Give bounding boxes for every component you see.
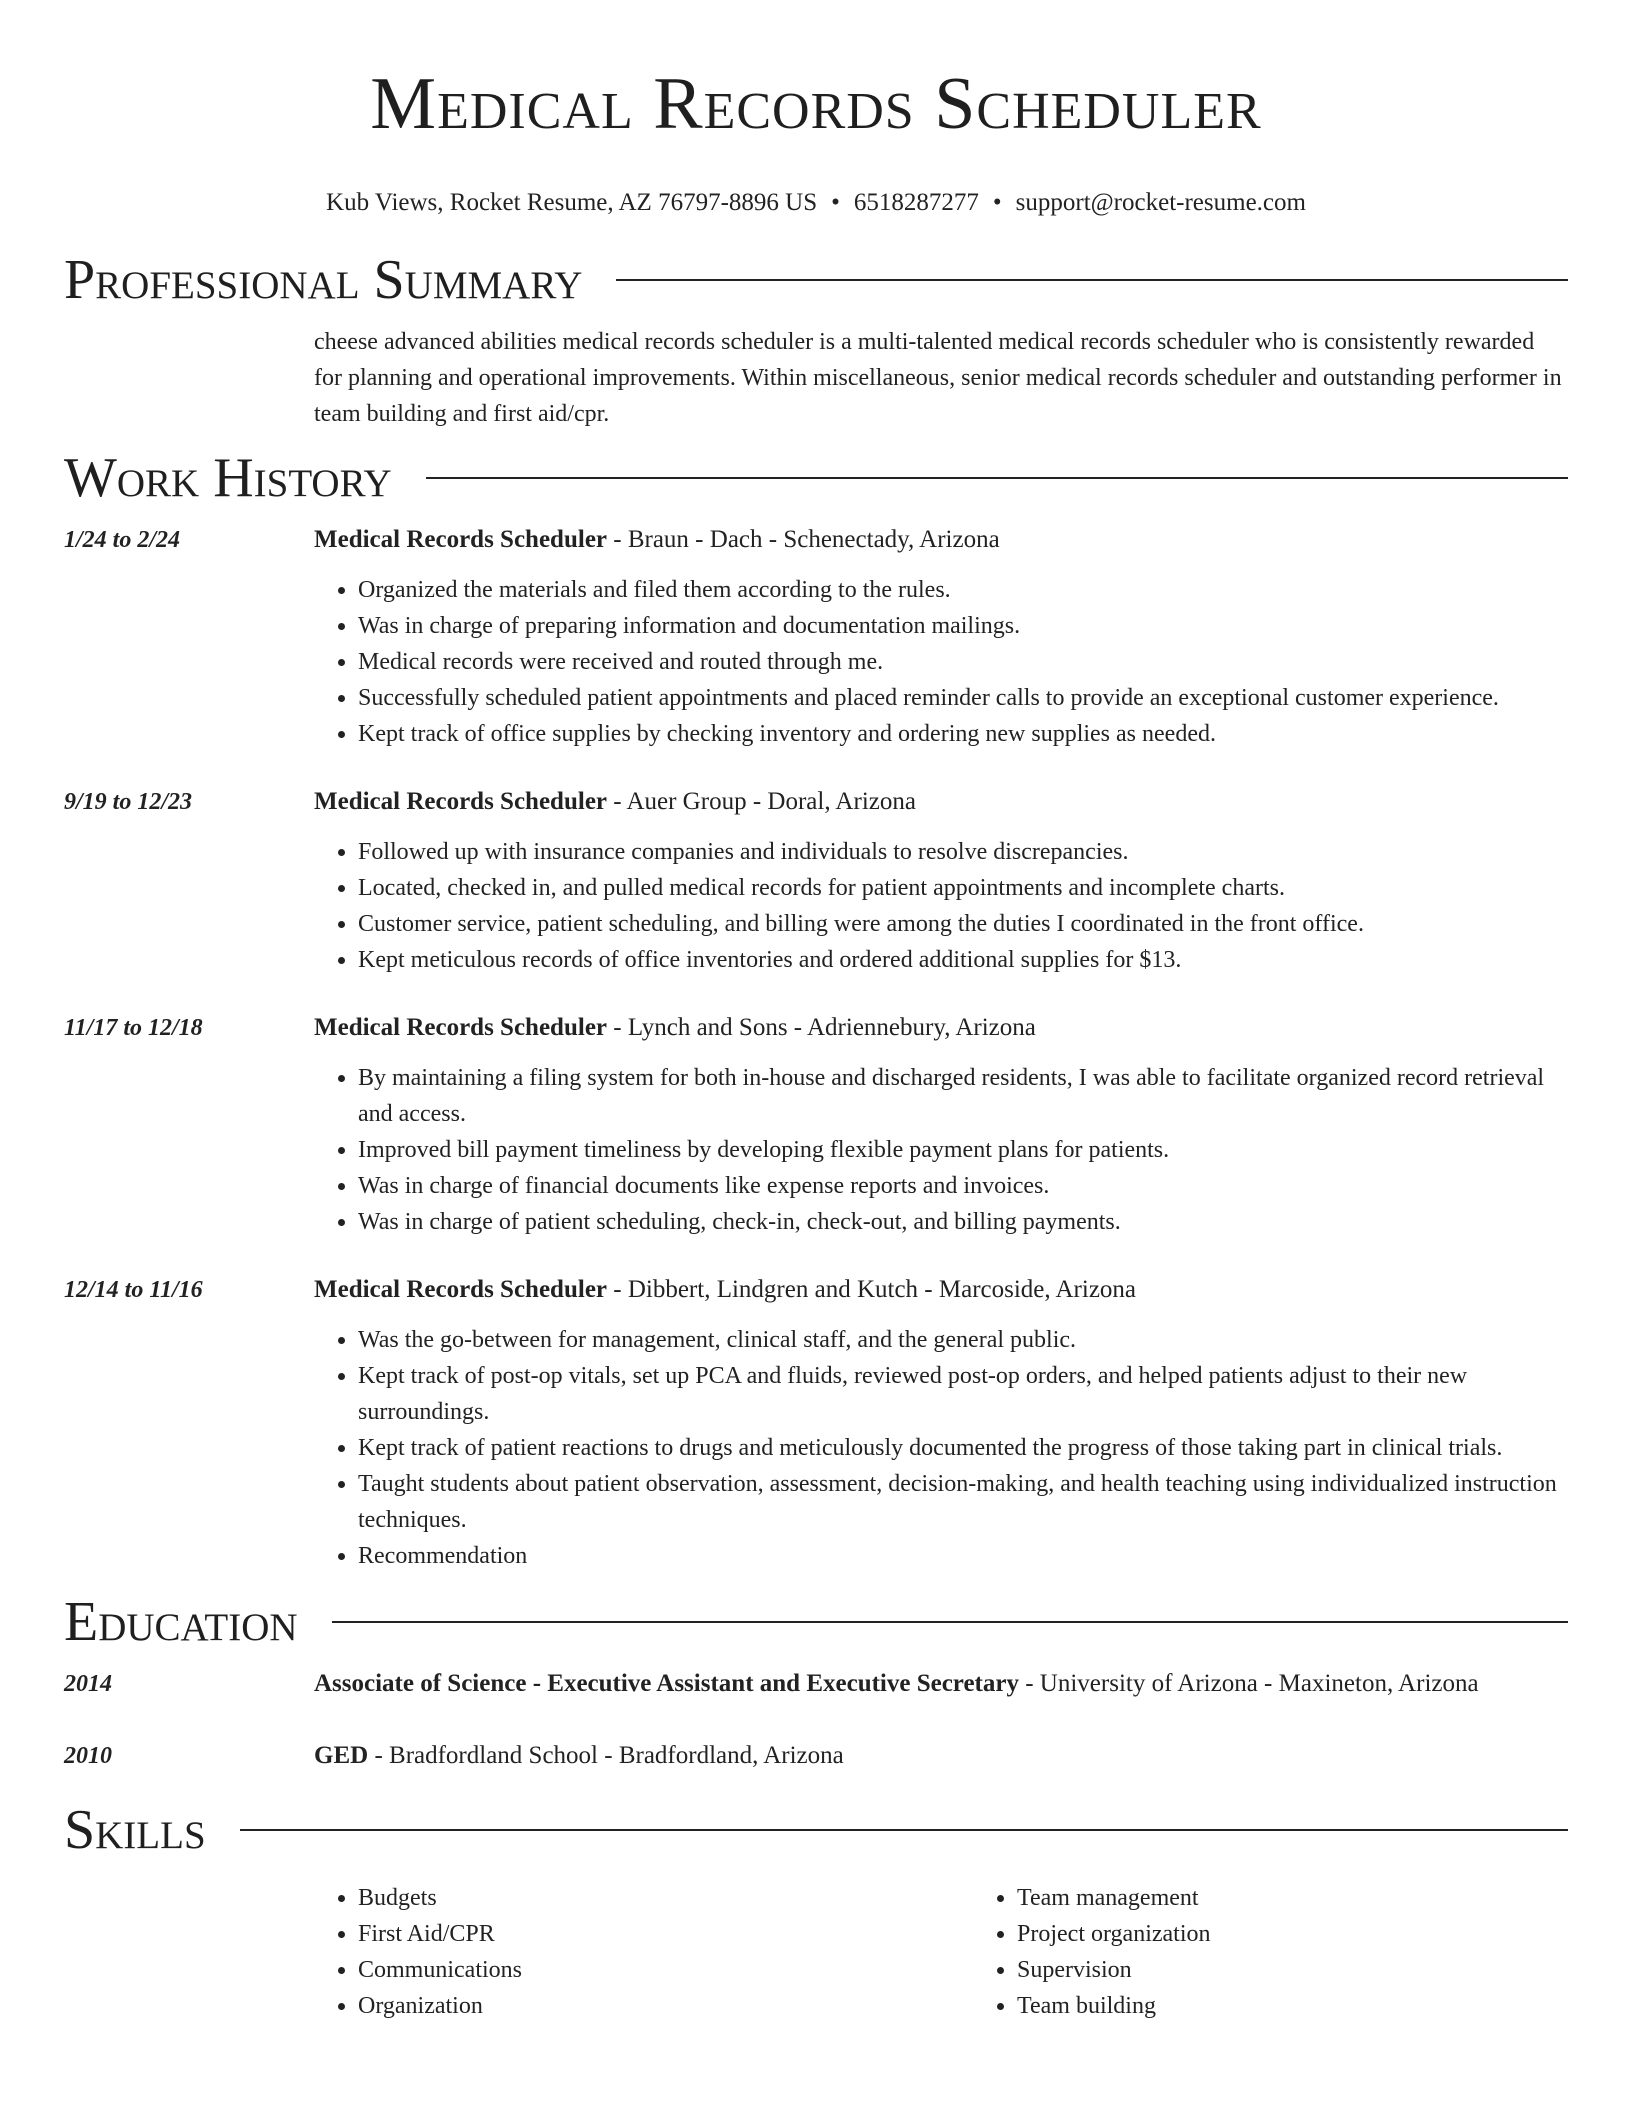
job-duties	[314, 1322, 1568, 1574]
duty-item: • Was in charge of patient scheduling, check-in, check-out, and billing payments.	[358, 1204, 1568, 1240]
section-title-summary: Professional Summary	[64, 249, 583, 311]
education-entry	[64, 1666, 1568, 1702]
section-divider	[426, 477, 1568, 479]
job-dates: 9/19 to 12/23	[64, 789, 193, 815]
skills-list	[314, 1880, 1632, 2024]
skills-section-header	[64, 1798, 1568, 1862]
job-role: Medical Records Scheduler	[314, 526, 608, 553]
degree: GED	[314, 1742, 369, 1769]
school: - Bradfordland School - Bradfordland, Arizona	[368, 1742, 844, 1769]
job-entry	[64, 522, 1568, 752]
contact-separator: •	[831, 189, 840, 216]
duty-item: • Recommendation	[358, 1538, 1568, 1574]
duty-item: • Kept meticulous records of office inventories and ordered additional supplies for $13.	[358, 942, 1568, 978]
skill-item: • Communications	[358, 1952, 973, 1988]
duty-item: • Located, checked in, and pulled medical records for patient appointments and incomplete charts.	[358, 870, 1568, 906]
job-dates: 1/24 to 2/24	[64, 527, 181, 553]
job-employer: - Braun - Dach - Schenectady, Arizona	[607, 526, 1000, 553]
duty-item: • Followed up with insurance companies and individuals to resolve discrepancies.	[358, 834, 1568, 870]
job-title	[314, 1010, 1568, 1046]
job-role: Medical Records Scheduler	[314, 1276, 608, 1303]
summary-section-header	[64, 248, 1568, 312]
address: Kub Views, Rocket Resume, AZ 76797-8896 US	[326, 189, 818, 216]
skill-item: • First Aid/CPR	[358, 1916, 973, 1952]
summary-row	[64, 312, 1568, 432]
job-employer: - Dibbert, Lindgren and Kutch - Marcoside, Arizona	[607, 1276, 1137, 1303]
job-duties	[314, 1060, 1568, 1240]
skills-column-left	[314, 1880, 973, 2024]
duty-item: • Kept track of post-op vitals, set up PCA and fluids, reviewed post-op orders, and helped patients adjust to their new surroundings.	[358, 1358, 1568, 1430]
school: - University of Arizona - Maxineton, Arizona	[1018, 1670, 1479, 1697]
email: support@rocket-resume.com	[1015, 189, 1306, 216]
duty-item: • By maintaining a filing system for both in-house and discharged residents, I was able to facilitate organized record retrieval and access.	[358, 1060, 1568, 1132]
section-divider	[616, 279, 1568, 281]
duty-item: • Was in charge of preparing information and documentation mailings.	[358, 608, 1568, 644]
summary-text: cheese advanced abilities medical records scheduler is a multi-talented medical records scheduler who is consistently rewarded for planning and operational improvements. Within miscellaneous, senior medical records scheduler and outstanding performer in team building and first aid/cpr.	[314, 329, 1562, 427]
skills-row	[64, 1880, 1568, 2024]
duty-item: • Medical records were received and routed through me.	[358, 644, 1568, 680]
section-title-education: Education	[64, 1591, 298, 1653]
duty-item: • Taught students about patient observation, assessment, decision-making, and health teaching using individualized instruction techniques.	[358, 1466, 1568, 1538]
section-divider	[240, 1829, 1568, 1831]
job-dates: 12/14 to 11/16	[64, 1277, 203, 1303]
job-entry	[64, 1010, 1568, 1240]
skill-item: • Budgets	[358, 1880, 973, 1916]
candidate-name: Medical Records Scheduler	[370, 63, 1262, 145]
job-duties	[314, 572, 1568, 752]
duty-item: • Successfully scheduled patient appointments and placed reminder calls to provide an exceptional customer experience.	[358, 680, 1568, 716]
duty-item: • Improved bill payment timeliness by developing flexible payment plans for patients.	[358, 1132, 1568, 1168]
contact-separator: •	[992, 189, 1002, 216]
job-employer: - Auer Group - Doral, Arizona	[607, 788, 916, 815]
job-duties	[314, 834, 1568, 978]
duty-item: • Organized the materials and filed them according to the rules.	[358, 572, 1568, 608]
job-title	[314, 784, 1568, 820]
section-title-work: Work History	[64, 447, 392, 509]
job-title	[314, 522, 1568, 558]
section-title-skills: Skills	[64, 1799, 206, 1861]
skills-column-right	[973, 1880, 1632, 2024]
skill-item: • Organization	[358, 1988, 973, 2024]
job-role: Medical Records Scheduler	[314, 1014, 608, 1041]
education-year: 2014	[64, 1671, 112, 1697]
education-detail	[314, 1666, 1568, 1702]
duty-item: • Customer service, patient scheduling, and billing were among the duties I coordinated in the front office.	[358, 906, 1568, 942]
job-entry	[64, 784, 1568, 978]
job-entry	[64, 1272, 1568, 1574]
skill-item: • Team management	[1017, 1880, 1632, 1916]
job-employer: - Lynch and Sons - Adriennebury, Arizona	[607, 1014, 1036, 1041]
duty-item: • Kept track of office supplies by checking inventory and ordering new supplies as needed.	[358, 716, 1568, 752]
skill-item: • Team building	[1017, 1988, 1632, 2024]
contact-line	[64, 188, 1568, 218]
section-divider	[332, 1621, 1568, 1623]
skill-item: • Project organization	[1017, 1916, 1632, 1952]
duty-item: • Kept track of patient reactions to drugs and meticulously documented the progress of those taking part in clinical trials.	[358, 1430, 1568, 1466]
job-title	[314, 1272, 1568, 1308]
duty-item: • Was in charge of financial documents like expense reports and invoices.	[358, 1168, 1568, 1204]
education-entry	[64, 1738, 1568, 1774]
work-section-header	[64, 446, 1568, 510]
education-year: 2010	[64, 1743, 112, 1769]
duty-item: • Was the go-between for management, clinical staff, and the general public.	[358, 1322, 1568, 1358]
job-dates: 11/17 to 12/18	[64, 1015, 203, 1041]
job-role: Medical Records Scheduler	[314, 788, 608, 815]
education-detail	[314, 1738, 1568, 1774]
skill-item: • Supervision	[1017, 1952, 1632, 1988]
degree: Associate of Science - Executive Assistant and Executive Secretary	[314, 1670, 1019, 1697]
education-section-header	[64, 1590, 1568, 1654]
phone: 6518287277	[853, 189, 979, 216]
